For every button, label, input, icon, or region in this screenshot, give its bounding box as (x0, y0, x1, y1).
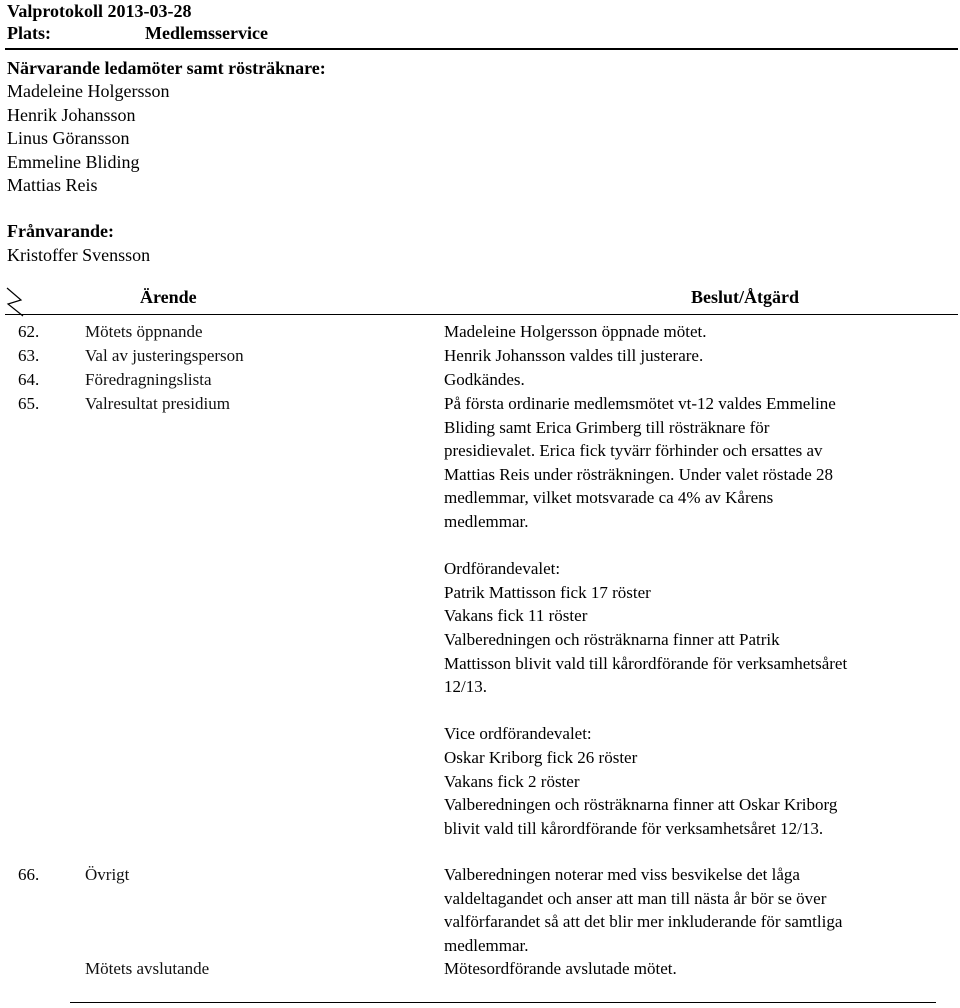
decision-line: medlemmar, vilket motsvarade ca 4% av Kårens (444, 488, 774, 508)
decision-line: Henrik Johansson valdes till justerare. (444, 346, 704, 365)
item-title: Mötets öppnande (85, 322, 203, 341)
decision-line: Valberedningen och rösträknarna finner att Oskar Kriborg (444, 795, 838, 815)
item-title: Val av justeringsperson (85, 346, 244, 365)
item-decision (444, 320, 944, 344)
decision-line: Vice ordförandevalet: (444, 724, 592, 744)
absent-list (7, 244, 150, 267)
item-decision (444, 863, 944, 957)
item-title: Föredragningslista (85, 370, 212, 389)
decision-line: Madeleine Holgersson öppnade mötet. (444, 322, 707, 341)
absent-member: Kristoffer Svensson (7, 245, 151, 265)
decision-line: Bliding samt Erica Grimberg till rösträknare för (444, 417, 770, 437)
item-decision (444, 344, 944, 368)
item-number: 65. (18, 394, 40, 413)
item-number: 66. (18, 865, 40, 884)
decision-line: 12/13. (444, 677, 487, 697)
signature-line (70, 1002, 936, 1003)
item-title: Valresultat presidium (85, 394, 230, 413)
present-member: Emmeline Bliding (7, 151, 140, 172)
item-number: 62. (18, 322, 40, 341)
table-header-divider (5, 314, 958, 315)
decision-line: Ordförandevalet: (444, 559, 561, 579)
column-header-beslut: Beslut/Åtgärd (691, 287, 799, 307)
header-divider (5, 48, 958, 50)
decision-line: blivit vald till kårordförande för verksamhetsåret 12/13. (444, 818, 824, 838)
decision-line: Oskar Kriborg fick 26 röster (444, 747, 638, 767)
column-header-arende: Ärende (140, 287, 197, 307)
decision-line (444, 699, 944, 723)
decision-line: Vakans fick 2 röster (444, 771, 580, 791)
present-member: Madeleine Holgersson (7, 81, 170, 101)
decision-line: Valberedningen och rösträknarna finner att Patrik (444, 629, 780, 649)
item-number: 63. (18, 346, 40, 365)
present-member: Mattias Reis (7, 175, 98, 195)
decision-line: Valberedningen noterar med viss besvikelse det låga (444, 865, 800, 884)
decision-line: Mötesordförande avslutade mötet. (444, 959, 677, 978)
present-list (7, 80, 169, 198)
present-member: Linus Göransson (7, 128, 130, 148)
item-number: 64. (18, 370, 40, 389)
decision-line: medlemmar. (444, 511, 529, 531)
absent-heading: Frånvarande: (7, 221, 114, 241)
decision-line (444, 534, 944, 558)
decision-line: valdeltagandet och anser att man till nästa år bör se över (444, 888, 827, 908)
document-title: Valprotokoll 2013-03-28 (7, 1, 192, 21)
decision-line: På första ordinarie medlemsmötet vt-12 valdes Emmeline (444, 394, 836, 413)
item-title: Mötets avslutande (85, 959, 210, 978)
item-title: Övrigt (85, 865, 130, 884)
decision-line: Godkändes. (444, 370, 525, 389)
item-decision (444, 368, 944, 392)
decision-line: presidievalet. Erica fick tyvärr förhinder och ersattes av (444, 441, 823, 461)
decision-line: medlemmar. (444, 935, 529, 955)
present-heading: Närvarande ledamöter samt rösträknare: (7, 58, 326, 78)
decision-line: Mattisson blivit vald till kårordförande för verksamhetsåret (444, 653, 848, 673)
plats-label: Plats: (7, 23, 51, 43)
present-member: Henrik Johansson (7, 104, 136, 125)
section-mark-icon (4, 284, 26, 318)
decision-line: Mattias Reis under rösträkningen. Under valet röstade 28 (444, 464, 834, 484)
decision-line: Patrik Mattisson fick 17 röster (444, 582, 651, 602)
item-decision (444, 957, 944, 981)
plats-value: Medlemsservice (145, 23, 268, 43)
item-decision (444, 392, 944, 840)
decision-line: Vakans fick 11 röster (444, 606, 588, 626)
decision-line: valförfarandet så att det blir mer inkluderande för samtliga (444, 912, 843, 932)
